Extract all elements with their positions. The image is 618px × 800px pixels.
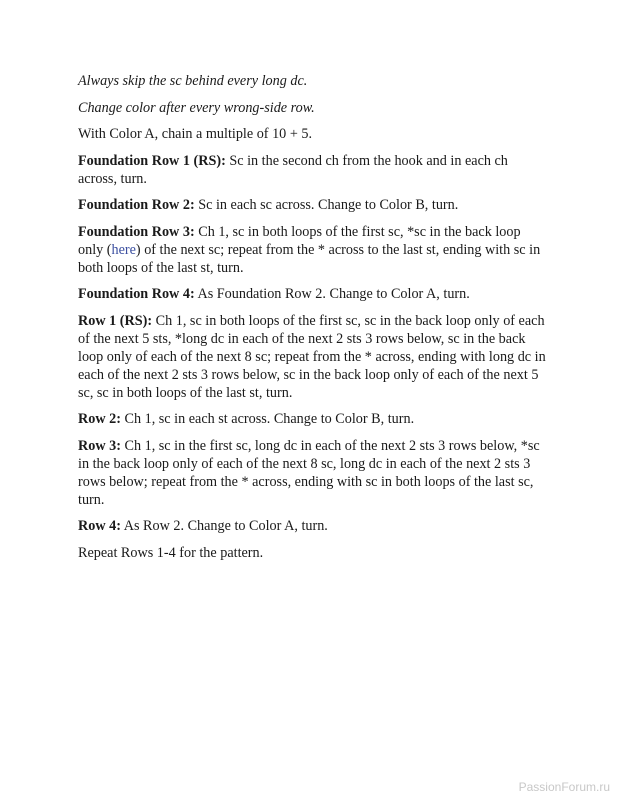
row-text: As Foundation Row 2. Change to Color A, turn. <box>197 286 470 302</box>
row-text-after-link: ) of the next sc; repeat from the * across to the last st, ending with sc in both loops of the last st, turn. <box>78 241 541 276</box>
row-label: Row 3: <box>78 437 121 454</box>
foundation-row-1 <box>78 152 548 188</box>
note-change-color: Change color after every wrong-side row. <box>78 99 315 116</box>
closing-instruction: Repeat Rows 1-4 for the pattern. <box>78 544 264 561</box>
row-text: Ch 1, sc in each st across. Change to Color B, turn. <box>124 411 415 427</box>
row-label: Row 2: <box>78 411 121 427</box>
row-label: Row 1 (RS): <box>78 312 153 329</box>
foundation-row-2 <box>78 196 548 214</box>
foundation-row-4 <box>78 285 548 303</box>
watermark: PassionForum.ru <box>518 780 610 794</box>
row-label: Row 4: <box>78 518 121 534</box>
row-label: Foundation Row 1 (RS): <box>78 152 226 169</box>
row-text: Ch 1, sc in the first sc, long dc in each of the next 2 sts 3 rows below, *sc in the back loop only of each of the next 8 sc, long dc in each of the next 2 sts 3 rows below; repeat from the * across, ending with sc in both loops of the last sc, turn. <box>78 437 540 508</box>
here-link[interactable]: here <box>111 241 136 258</box>
pattern-document <box>78 72 548 570</box>
row-label: Foundation Row 3: <box>78 223 195 240</box>
row-text: As Row 2. Change to Color A, turn. <box>123 518 328 534</box>
row-text-before-link: Ch 1, sc in both loops of the first sc, *sc in the back loop only ( <box>78 223 521 258</box>
row-label: Foundation Row 4: <box>78 286 195 302</box>
row-3 <box>78 437 548 509</box>
row-1 <box>78 312 548 402</box>
note-skip-sc: Always skip the sc behind every long dc. <box>78 73 308 89</box>
row-text: Ch 1, sc in both loops of the first sc, sc in the back loop only of each of the next 5 sts, *long dc in each of the next 2 sts 3 rows below, sc in the back loop only of each of the next 8 sc; repeat from the * across, ending with long dc in each of the next 2 sts 3 rows below, sc in the back loop only of each of the next 5 sc, sc in both loops of the last st, turn. <box>78 312 546 401</box>
row-text: Sc in each sc across. Change to Color B, turn. <box>198 197 459 213</box>
foundation-row-3 <box>78 223 548 277</box>
setup-instruction: With Color A, chain a multiple of 10 + 5. <box>78 126 313 142</box>
row-text: Sc in the second ch from the hook and in each ch across, turn. <box>78 152 508 187</box>
row-2 <box>78 410 548 428</box>
row-label: Foundation Row 2: <box>78 197 195 213</box>
row-4 <box>78 517 548 535</box>
